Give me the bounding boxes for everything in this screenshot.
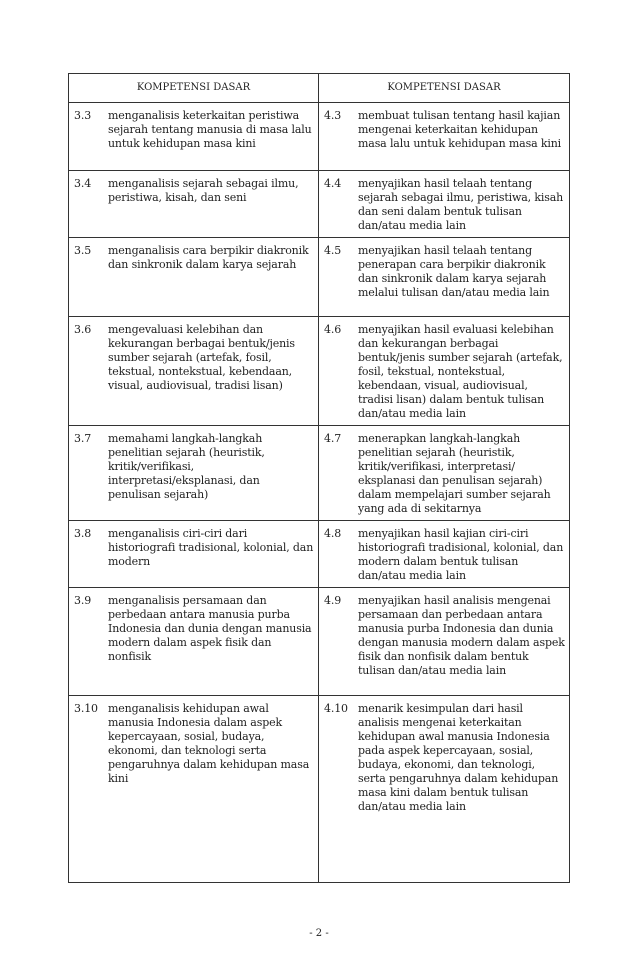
competency-number: 4.9 [324,594,342,607]
header-left: KOMPETENSI DASAR [69,74,319,103]
competency-number: 3.4 [74,177,92,190]
competency-text: menyajikan hasil evaluasi kelebihan dan kekurangan berbagai bentuk/jenis sumber sejarah (artefak, fosil, tekstual, nontekstual, kebendaan, visual, audiovisual, tradisi lisan) dalam bentuk tulisan dan/atau media lain [358,323,563,420]
competency-text: membuat tulisan tentang hasil kajian mengenai keterkaitan kehidupan masa lalu untuk kehidupan masa kini [358,109,562,150]
competency-text: menerapkan langkah-langkah penelitian sejarah (heuristik, kritik/verifikasi, interpretasi/ eksplanasi dan penulisan sejarah) dalam mempelajari sumber sejarah yang ada di sekitarnya [358,432,551,515]
table-row [69,103,570,171]
table-row [69,171,570,238]
competency-text: menganalisis cara berpikir diakronik dan sinkronik dalam karya sejarah [108,244,309,271]
right-cell [319,238,570,317]
competency-number: 3.10 [74,702,98,715]
table-row [69,238,570,317]
competency-text: menyajikan hasil kajian ciri-ciri historiografi tradisional, kolonial, dan modern dalam bentuk tulisan dan/atau media lain [358,527,564,582]
right-cell [319,171,570,238]
table-row [69,317,570,426]
competency-text: menganalisis persamaan dan perbedaan antara manusia purba Indonesia dan dunia dengan manusia modern dalam aspek fisik dan nonfisik [108,594,312,663]
page-number: - 2 - [309,928,329,939]
right-cell [319,103,570,171]
left-cell [69,317,319,426]
competency-number: 4.7 [324,432,342,445]
left-cell [69,696,319,883]
left-cell [69,521,319,588]
left-cell [69,171,319,238]
table-row [69,588,570,696]
table-row [69,426,570,521]
competency-table [68,73,570,883]
right-cell [319,317,570,426]
competency-number: 3.7 [74,432,92,445]
competency-number: 4.6 [324,323,342,336]
competency-number: 4.5 [324,244,342,257]
right-cell [319,521,570,588]
competency-text: menyajikan hasil analisis mengenai persamaan dan perbedaan antara manusia purba Indonesia dan dunia dengan manusia modern dalam aspek fisik dan nonfisik dalam bentuk tulisan dan/atau media lain [358,594,565,677]
left-cell [69,103,319,171]
table-header-row [69,74,570,103]
right-cell [319,588,570,696]
competency-text: menganalisis keterkaitan peristiwa sejarah tentang manusia di masa lalu untuk kehidupan masa kini [108,109,312,150]
table-row [69,696,570,883]
competency-text: memahami langkah-langkah penelitian sejarah (heuristik, kritik/verifikasi, interpretasi/eksplanasi, dan penulisan sejarah) [108,432,265,501]
competency-number: 4.3 [324,109,342,122]
competency-number: 3.9 [74,594,92,607]
left-cell [69,588,319,696]
competency-number: 3.3 [74,109,92,122]
left-cell [69,238,319,317]
competency-number: 3.6 [74,323,92,336]
header-right: KOMPETENSI DASAR [319,74,570,103]
competency-text: menganalisis ciri-ciri dari historiografi tradisional, kolonial, dan modern [108,527,314,568]
competency-number: 4.4 [324,177,342,190]
competency-number: 4.10 [324,702,348,715]
competency-text: menganalisis sejarah sebagai ilmu, peristiwa, kisah, dan seni [108,177,299,204]
table-row [69,521,570,588]
competency-number: 4.8 [324,527,342,540]
left-cell [69,426,319,521]
competency-text: menarik kesimpulan dari hasil analisis mengenai keterkaitan kehidupan awal manusia Indonesia pada aspek kepercayaan, sosial, budaya, ekonomi, dan teknologi, serta pengaruhnya dalam kehidupan masa kini dalam bentuk tulisan dan/atau media lain [358,702,559,813]
competency-number: 3.5 [74,244,92,257]
competency-text: menyajikan hasil telaah tentang penerapan cara berpikir diakronik dan sinkronik dalam karya sejarah melalui tulisan dan/atau media lain [358,244,550,299]
competency-text: mengevaluasi kelebihan dan kekurangan berbagai bentuk/jenis sumber sejarah (artefak, fosil, tekstual, nontekstual, kebendaan, visual, audiovisual, tradisi lisan) [108,323,295,392]
competency-text: menyajikan hasil telaah tentang sejarah sebagai ilmu, peristiwa, kisah dan seni dalam bentuk tulisan dan/atau media lain [358,177,564,232]
competency-text: menganalisis kehidupan awal manusia Indonesia dalam aspek kepercayaan, sosial, budaya, ekonomi, dan teknologi serta pengaruhnya dalam kehidupan masa kini [108,702,310,785]
right-cell [319,696,570,883]
right-cell [319,426,570,521]
competency-number: 3.8 [74,527,92,540]
